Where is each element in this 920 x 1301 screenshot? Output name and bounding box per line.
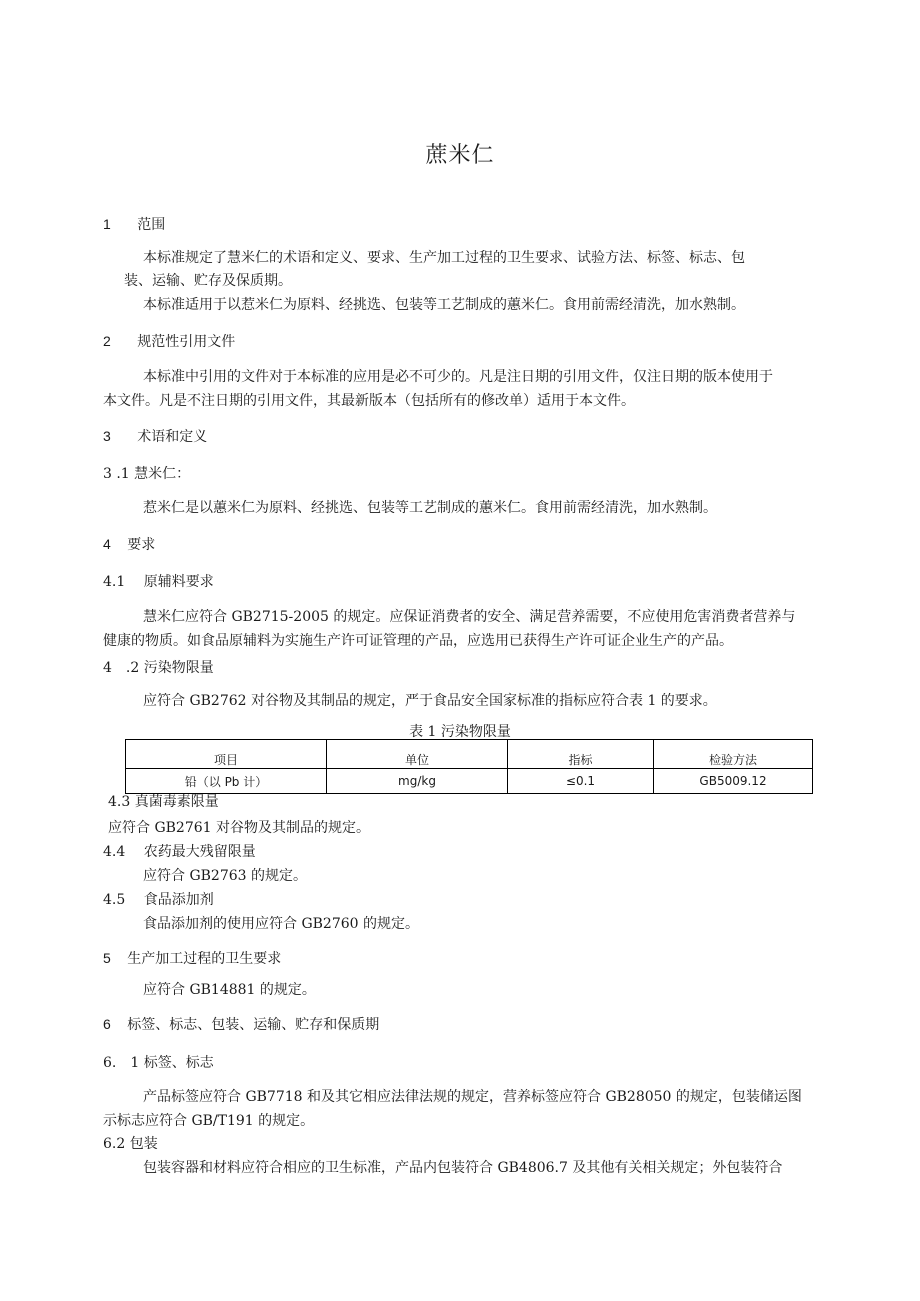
section-number: 6 bbox=[103, 1016, 111, 1032]
section-number: 3 bbox=[103, 428, 111, 444]
table-cell: 铅（以 Pb 计） bbox=[126, 769, 327, 794]
section-3-heading bbox=[103, 427, 207, 446]
table-header-cell: 项目 bbox=[126, 740, 327, 769]
paragraph: 应符合 GB2762 对谷物及其制品的规定，严于食品安全国家标准的指标应符合表 1 的要求。 bbox=[143, 693, 717, 709]
paragraph: 本标准规定了慧米仁的术语和定义、要求、生产加工过程的卫生要求、试验方法、标签、标志、包 bbox=[143, 250, 745, 266]
section-5-heading bbox=[103, 949, 281, 968]
subsection-3-1-heading: 3 .1 慧米仁： bbox=[103, 466, 191, 482]
section-2-heading bbox=[103, 332, 235, 351]
subsection-4-3-heading: 4.3 真菌毒素限量 bbox=[108, 794, 219, 810]
paragraph: 惹米仁是以蕙米仁为原料、经挑选、包装等工艺制成的蕙米仁。食用前需经清洗，加水熟制。 bbox=[143, 500, 717, 516]
table-row bbox=[126, 769, 813, 794]
section-number: 4 bbox=[103, 536, 111, 552]
section-title: 生产加工过程的卫生要求 bbox=[127, 951, 282, 967]
paragraph: 健康的物质。如食品原辅料为实施生产许可证管理的产品，应选用已获得生产许可证企业生产的产品。 bbox=[103, 633, 733, 649]
paragraph: 本文件。凡是不注日期的引用文件，其最新版本（包括所有的修改单）适用于本文件。 bbox=[103, 393, 635, 409]
paragraph: 食品添加剂的使用应符合 GB2760 的规定。 bbox=[143, 916, 420, 932]
paragraph: 包装容器和材料应符合相应的卫生标准，产品内包装符合 GB4806.7 及其他有关相关规定；外包装符合 bbox=[143, 1160, 783, 1176]
section-title: 术语和定义 bbox=[137, 429, 208, 445]
subsection-4-5-heading: 4.5 食品添加剂 bbox=[103, 892, 214, 908]
paragraph: 本标准中引用的文件对于本标准的应用是必不可少的。凡是注日期的引用文件，仅注日期的版本使用于 bbox=[143, 369, 773, 385]
table-cell: ≤0.1 bbox=[508, 769, 654, 794]
subsection-4-4-heading: 4.4 农药最大残留限量 bbox=[103, 844, 256, 860]
section-number: 5 bbox=[103, 950, 111, 966]
table-header-cell: 检验方法 bbox=[654, 740, 813, 769]
paragraph: 产品标签应符合 GB7718 和及其它相应法律法规的规定，营养标签应符合 GB28050 的规定，包装储运图 bbox=[143, 1089, 802, 1105]
paragraph: 装、运输、贮存及保质期。 bbox=[124, 273, 292, 289]
section-title: 范围 bbox=[137, 217, 166, 233]
subsection-6-1-heading: 6. 1 标签、标志 bbox=[103, 1055, 214, 1071]
section-4-heading bbox=[103, 535, 155, 554]
paragraph: 本标准适用于以惹米仁为原料、经挑选、包装等工艺制成的蕙米仁。食用前需经清洗，加水熟制。 bbox=[143, 297, 745, 313]
section-1-heading bbox=[103, 215, 165, 234]
table-caption: 表 1 污染物限量 bbox=[409, 724, 511, 740]
document-title: 蔗米仁 bbox=[425, 143, 495, 168]
section-number: 2 bbox=[103, 333, 111, 349]
section-title: 标签、标志、包装、运输、贮存和保质期 bbox=[127, 1017, 380, 1033]
section-6-heading bbox=[103, 1015, 379, 1034]
table-cell: mg/kg bbox=[327, 769, 508, 794]
table-header-cell: 指标 bbox=[508, 740, 654, 769]
paragraph: 应符合 GB14881 的规定。 bbox=[143, 982, 316, 998]
table-header-row bbox=[126, 740, 813, 769]
table-header-cell: 单位 bbox=[327, 740, 508, 769]
section-title: 要求 bbox=[127, 537, 156, 553]
paragraph: 应符合 GB2763 的规定。 bbox=[143, 868, 308, 884]
table-cell: GB5009.12 bbox=[654, 769, 813, 794]
contaminant-limit-table bbox=[125, 739, 813, 794]
paragraph: 应符合 GB2761 对谷物及其制品的规定。 bbox=[108, 820, 371, 836]
paragraph: 慧米仁应符合 GB2715-2005 的规定。应保证消费者的安全、满足营养需要，不应使用危害消费者营养与 bbox=[143, 609, 796, 625]
subsection-4-2-heading: 4 .2 污染物限量 bbox=[103, 660, 214, 676]
subsection-6-2-heading: 6.2 包装 bbox=[103, 1136, 158, 1152]
subsection-4-1-heading: 4.1 原辅料要求 bbox=[103, 574, 214, 590]
section-number: 1 bbox=[103, 216, 111, 232]
section-title: 规范性引用文件 bbox=[137, 334, 236, 350]
paragraph: 示标志应符合 GB/T191 的规定。 bbox=[103, 1113, 315, 1129]
